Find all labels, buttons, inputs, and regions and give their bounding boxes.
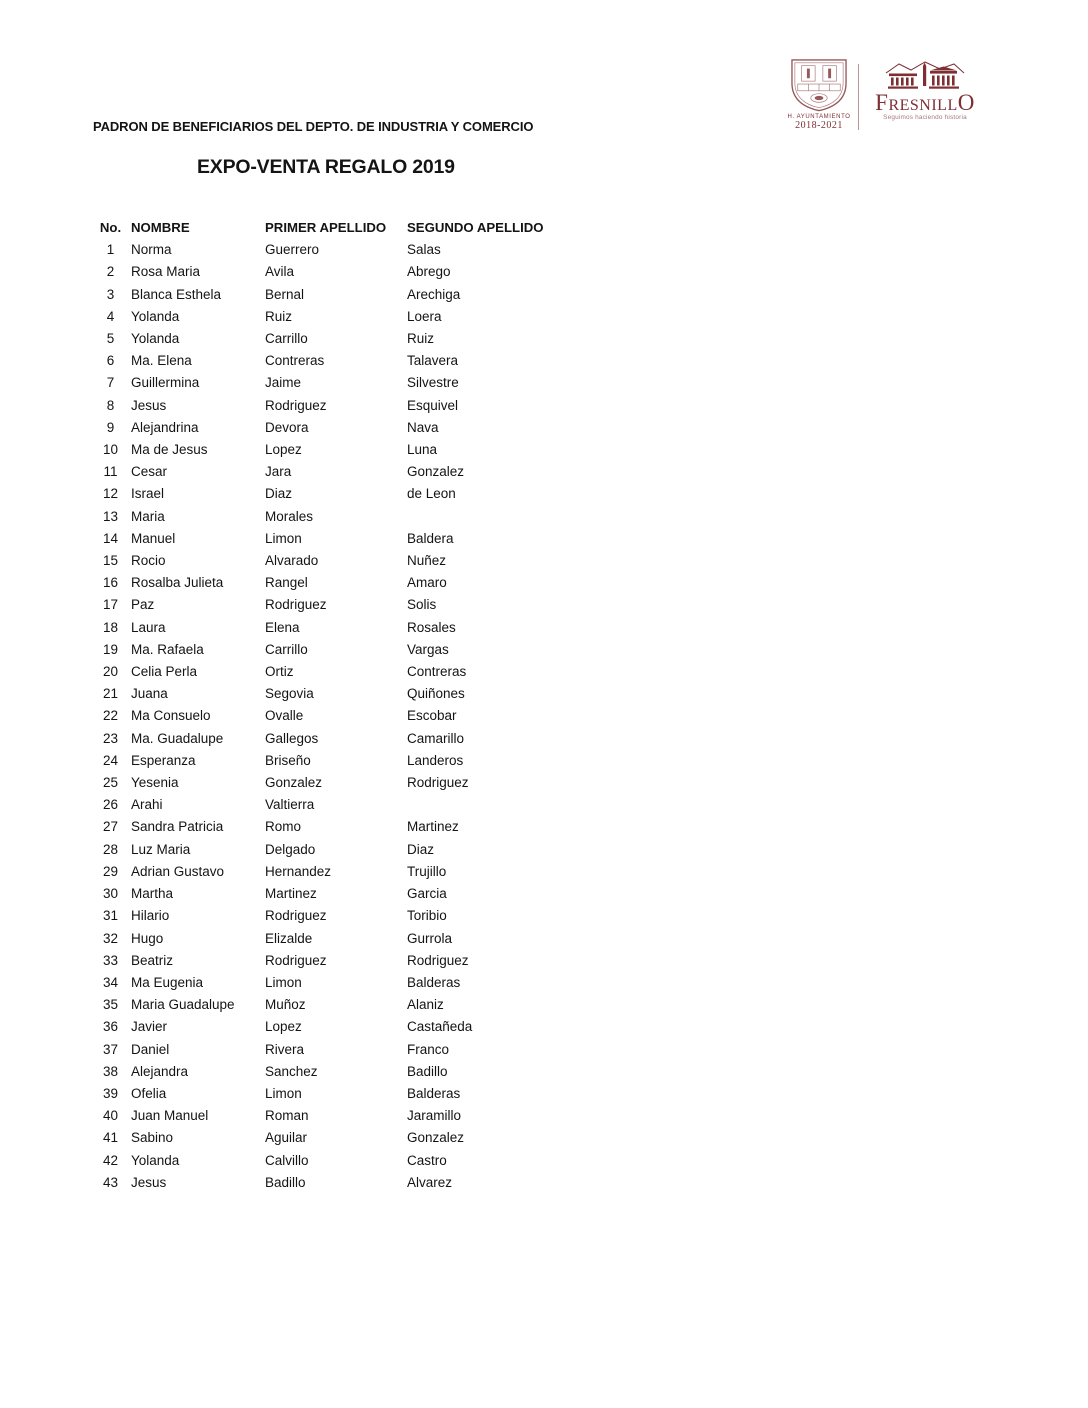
- row-number-cell: 17: [102, 597, 119, 613]
- row-number-cell: 20: [102, 664, 119, 680]
- segundo-apellido-cell: Diaz: [407, 841, 435, 857]
- table-row: [90, 861, 577, 883]
- segundo-apellido-cell: Talavera: [407, 353, 459, 369]
- row-number-cell: 5: [106, 331, 115, 347]
- row-number-cell: 23: [102, 730, 119, 746]
- table-row: [90, 483, 577, 505]
- column-header-nombre: NOMBRE: [131, 220, 190, 235]
- row-number-cell: 26: [102, 797, 119, 813]
- primer-apellido-cell: Calvillo: [265, 1152, 309, 1168]
- ayuntamiento-crest-icon: [788, 57, 850, 113]
- row-number-cell: 39: [102, 1085, 119, 1101]
- segundo-apellido-cell: Balderas: [407, 1085, 461, 1101]
- nombre-cell: Jesus: [131, 397, 167, 413]
- row-number-cell: 2: [106, 264, 115, 280]
- primer-apellido-cell: Bernal: [265, 286, 305, 302]
- table-row: [90, 972, 577, 994]
- table-row: [90, 928, 577, 950]
- primer-apellido-cell: Morales: [265, 508, 314, 524]
- primer-apellido-cell: Diaz: [265, 486, 293, 502]
- row-number-cell: 43: [102, 1174, 119, 1190]
- primer-apellido-cell: Limon: [265, 530, 302, 546]
- segundo-apellido-cell: Gonzalez: [407, 464, 465, 480]
- row-number-cell: 42: [102, 1152, 119, 1168]
- table-row: [90, 284, 577, 306]
- primer-apellido-cell: Elena: [265, 619, 300, 635]
- table-row: [90, 461, 577, 483]
- nombre-cell: Yolanda: [131, 1152, 180, 1168]
- primer-apellido-cell: Sanchez: [265, 1063, 318, 1079]
- fresnillo-tagline: Seguimos haciendo historia: [883, 114, 967, 121]
- segundo-apellido-cell: [407, 506, 577, 528]
- nombre-cell: Celia Perla: [131, 664, 198, 680]
- primer-apellido-cell: Badillo: [265, 1174, 306, 1190]
- table-row: [90, 439, 577, 461]
- segundo-apellido-cell: Balderas: [407, 974, 461, 990]
- table-row: [90, 328, 577, 350]
- segundo-apellido-cell: Alvarez: [407, 1174, 453, 1190]
- event-title: EXPO-VENTA REGALO 2019: [197, 156, 455, 178]
- segundo-apellido-cell: Garcia: [407, 886, 447, 902]
- row-number-cell: 29: [102, 863, 119, 879]
- row-number-cell: 16: [102, 575, 119, 591]
- row-number-cell: 10: [102, 442, 119, 458]
- table-row: [90, 594, 577, 616]
- nombre-cell: Rosalba Julieta: [131, 575, 224, 591]
- table-row: [90, 883, 577, 905]
- nombre-cell: Luz Maria: [131, 841, 191, 857]
- row-number-cell: 14: [102, 530, 119, 546]
- primer-apellido-cell: Guerrero: [265, 242, 320, 258]
- table-row: [90, 750, 577, 772]
- beneficiaries-table: [90, 217, 577, 1194]
- table-body: [90, 239, 577, 1194]
- table-row: [90, 639, 577, 661]
- row-number-cell: 22: [102, 708, 119, 724]
- segundo-apellido-cell: Castro: [407, 1152, 447, 1168]
- nombre-cell: Arahi: [131, 797, 163, 813]
- table-row: [90, 1016, 577, 1038]
- primer-apellido-cell: Romo: [265, 819, 302, 835]
- segundo-apellido-cell: Gurrola: [407, 930, 453, 946]
- row-number-cell: 9: [106, 419, 115, 435]
- nombre-cell: Ma. Elena: [131, 353, 192, 369]
- primer-apellido-cell: Lopez: [265, 442, 302, 458]
- table-row: [90, 994, 577, 1016]
- segundo-apellido-cell: Nuñez: [407, 553, 447, 569]
- nombre-cell: Rocio: [131, 553, 166, 569]
- nombre-cell: Ma Eugenia: [131, 974, 204, 990]
- table-row: [90, 239, 577, 261]
- segundo-apellido-cell: Escobar: [407, 708, 457, 724]
- row-number-cell: 24: [102, 752, 119, 768]
- nombre-cell: Yesenia: [131, 775, 179, 791]
- table-row: [90, 1150, 577, 1172]
- row-number-cell: 12: [102, 486, 119, 502]
- table-row: [90, 728, 577, 750]
- nombre-cell: Juan Manuel: [131, 1108, 209, 1124]
- segundo-apellido-cell: Franco: [407, 1041, 450, 1057]
- table-row: [90, 1105, 577, 1127]
- primer-apellido-cell: Aguilar: [265, 1130, 308, 1146]
- crest-caption-line1: H. AYUNTAMIENTO: [787, 114, 851, 120]
- primer-apellido-cell: Briseño: [265, 752, 311, 768]
- nombre-cell: Blanca Esthela: [131, 286, 222, 302]
- primer-apellido-cell: Avila: [265, 264, 295, 280]
- primer-apellido-cell: Rodriguez: [265, 908, 327, 924]
- segundo-apellido-cell: Solis: [407, 597, 437, 613]
- primer-apellido-cell: Gallegos: [265, 730, 319, 746]
- row-number-cell: 34: [102, 974, 119, 990]
- nombre-cell: Juana: [131, 686, 168, 702]
- nombre-cell: Hilario: [131, 908, 170, 924]
- primer-apellido-cell: Martinez: [265, 886, 317, 902]
- segundo-apellido-cell: Silvestre: [407, 375, 459, 391]
- table-row: [90, 350, 577, 372]
- segundo-apellido-cell: Gonzalez: [407, 1130, 465, 1146]
- primer-apellido-cell: Jaime: [265, 375, 302, 391]
- nombre-cell: Martha: [131, 886, 174, 902]
- logo-divider: [858, 64, 859, 130]
- primer-apellido-cell: Ruiz: [265, 308, 293, 324]
- segundo-apellido-cell: Badillo: [407, 1063, 448, 1079]
- table-row: [90, 816, 577, 838]
- nombre-cell: Sandra Patricia: [131, 819, 224, 835]
- primer-apellido-cell: Alvarado: [265, 553, 319, 569]
- segundo-apellido-cell: Quiñones: [407, 686, 465, 702]
- fresnillo-building-icon: [884, 60, 966, 92]
- segundo-apellido-cell: Camarillo: [407, 730, 465, 746]
- segundo-apellido-cell: Arechiga: [407, 286, 461, 302]
- primer-apellido-cell: Rodriguez: [265, 597, 327, 613]
- row-number-cell: 37: [102, 1041, 119, 1057]
- primer-apellido-cell: Limon: [265, 1085, 302, 1101]
- nombre-cell: Alejandra: [131, 1063, 189, 1079]
- segundo-apellido-cell: Vargas: [407, 641, 449, 657]
- segundo-apellido-cell: Landeros: [407, 752, 464, 768]
- primer-apellido-cell: Devora: [265, 419, 309, 435]
- segundo-apellido-cell: Alaniz: [407, 997, 444, 1013]
- table-row: [90, 572, 577, 594]
- nombre-cell: Daniel: [131, 1041, 170, 1057]
- row-number-cell: 25: [102, 775, 119, 791]
- table-row: [90, 950, 577, 972]
- table-row: [90, 661, 577, 683]
- nombre-cell: Jesus: [131, 1174, 167, 1190]
- primer-apellido-cell: Rivera: [265, 1041, 305, 1057]
- primer-apellido-cell: Elizalde: [265, 930, 313, 946]
- table-row: [90, 372, 577, 394]
- row-number-cell: 36: [102, 1019, 119, 1035]
- segundo-apellido-cell: Baldera: [407, 530, 454, 546]
- column-header-no: No.: [99, 220, 122, 235]
- table-row: [90, 772, 577, 794]
- primer-apellido-cell: Rangel: [265, 575, 308, 591]
- table-row: [90, 528, 577, 550]
- primer-apellido-cell: Rodriguez: [265, 952, 327, 968]
- table-row: [90, 617, 577, 639]
- primer-apellido-cell: Lopez: [265, 1019, 302, 1035]
- row-number-cell: 35: [102, 997, 119, 1013]
- table-row: [90, 306, 577, 328]
- row-number-cell: 8: [106, 397, 115, 413]
- table-row: [90, 1039, 577, 1061]
- nombre-cell: Javier: [131, 1019, 168, 1035]
- table-row: [90, 839, 577, 861]
- row-number-cell: 30: [102, 886, 119, 902]
- row-number-cell: 27: [102, 819, 119, 835]
- primer-apellido-cell: Delgado: [265, 841, 316, 857]
- nombre-cell: Esperanza: [131, 752, 196, 768]
- primer-apellido-cell: Valtierra: [265, 797, 315, 813]
- primer-apellido-cell: Jara: [265, 464, 292, 480]
- table-row: [90, 905, 577, 927]
- table-row: [90, 395, 577, 417]
- table-row: [90, 683, 577, 705]
- table-row: [90, 1127, 577, 1149]
- primer-apellido-cell: Carrillo: [265, 641, 308, 657]
- primer-apellido-cell: Rodriguez: [265, 397, 327, 413]
- nombre-cell: Laura: [131, 619, 166, 635]
- segundo-apellido-cell: Abrego: [407, 264, 451, 280]
- column-header-segundo-apellido: SEGUNDO APELLIDO: [407, 220, 544, 235]
- nombre-cell: Alejandrina: [131, 419, 199, 435]
- row-number-cell: 11: [103, 464, 118, 480]
- page-title: PADRON DE BENEFICIARIOS DEL DEPTO. DE INDUSTRIA Y COMERCIO: [93, 119, 534, 134]
- segundo-apellido-cell: de Leon: [407, 486, 456, 502]
- segundo-apellido-cell: Amaro: [407, 575, 447, 591]
- row-number-cell: 28: [102, 841, 119, 857]
- table-row: [90, 550, 577, 572]
- nombre-cell: Yolanda: [131, 308, 180, 324]
- row-number-cell: 1: [106, 242, 115, 258]
- primer-apellido-cell: Muñoz: [265, 997, 306, 1013]
- segundo-apellido-cell: Loera: [407, 308, 442, 324]
- segundo-apellido-cell: Salas: [407, 242, 441, 258]
- row-number-cell: 6: [106, 353, 115, 369]
- segundo-apellido-cell: Esquivel: [407, 397, 459, 413]
- row-number-cell: 19: [102, 641, 119, 657]
- primer-apellido-cell: Segovia: [265, 686, 314, 702]
- segundo-apellido-cell: Contreras: [407, 664, 467, 680]
- table-row: [90, 261, 577, 283]
- crest-caption-line2: 2018-2021: [795, 120, 843, 131]
- nombre-cell: Maria: [131, 508, 165, 524]
- row-number-cell: 38: [102, 1063, 119, 1079]
- row-number-cell: 31: [102, 908, 119, 924]
- nombre-cell: Ofelia: [131, 1085, 167, 1101]
- nombre-cell: Hugo: [131, 930, 164, 946]
- segundo-apellido-cell: Ruiz: [407, 331, 435, 347]
- segundo-apellido-cell: Nava: [407, 419, 439, 435]
- nombre-cell: Sabino: [131, 1130, 174, 1146]
- table-header-row: [90, 217, 577, 239]
- primer-apellido-cell: Contreras: [265, 353, 325, 369]
- nombre-cell: Guillermina: [131, 375, 200, 391]
- primer-apellido-cell: Hernandez: [265, 863, 332, 879]
- table-row: [90, 794, 577, 816]
- nombre-cell: Ma Consuelo: [131, 708, 211, 724]
- row-number-cell: 3: [106, 286, 115, 302]
- segundo-apellido-cell: Trujillo: [407, 863, 447, 879]
- nombre-cell: Beatriz: [131, 952, 174, 968]
- nombre-cell: Paz: [131, 597, 155, 613]
- table-row: [90, 1061, 577, 1083]
- segundo-apellido-cell: Luna: [407, 442, 438, 458]
- column-header-primer-apellido: PRIMER APELLIDO: [265, 220, 387, 235]
- nombre-cell: Ma. Guadalupe: [131, 730, 224, 746]
- nombre-cell: Maria Guadalupe: [131, 997, 235, 1013]
- row-number-cell: 18: [102, 619, 119, 635]
- row-number-cell: 33: [102, 952, 119, 968]
- nombre-cell: Yolanda: [131, 331, 180, 347]
- fresnillo-logo: [866, 60, 984, 121]
- fresnillo-wordmark: FresnillO: [875, 90, 975, 115]
- row-number-cell: 7: [106, 375, 115, 391]
- nombre-cell: Ma de Jesus: [131, 442, 208, 458]
- segundo-apellido-cell: Toribio: [407, 908, 447, 924]
- row-number-cell: 21: [102, 686, 119, 702]
- segundo-apellido-cell: Castañeda: [407, 1019, 473, 1035]
- table-row: [90, 506, 577, 528]
- ayuntamiento-crest: [784, 57, 854, 131]
- nombre-cell: Cesar: [131, 464, 168, 480]
- nombre-cell: Norma: [131, 242, 172, 258]
- row-number-cell: 40: [102, 1108, 119, 1124]
- segundo-apellido-cell: Martinez: [407, 819, 459, 835]
- table-row: [90, 1172, 577, 1194]
- nombre-cell: Adrian Gustavo: [131, 863, 225, 879]
- row-number-cell: 41: [102, 1130, 119, 1146]
- primer-apellido-cell: Ortiz: [265, 664, 294, 680]
- segundo-apellido-cell: Jaramillo: [407, 1108, 462, 1124]
- primer-apellido-cell: Roman: [265, 1108, 309, 1124]
- primer-apellido-cell: Limon: [265, 974, 302, 990]
- segundo-apellido-cell: Rosales: [407, 619, 456, 635]
- primer-apellido-cell: Ovalle: [265, 708, 304, 724]
- table-row: [90, 417, 577, 439]
- segundo-apellido-cell: [407, 794, 577, 816]
- primer-apellido-cell: Gonzalez: [265, 775, 323, 791]
- row-number-cell: 4: [106, 308, 115, 324]
- nombre-cell: Rosa Maria: [131, 264, 201, 280]
- nombre-cell: Israel: [131, 486, 165, 502]
- row-number-cell: 13: [102, 508, 119, 524]
- segundo-apellido-cell: Rodriguez: [407, 952, 469, 968]
- nombre-cell: Ma. Rafaela: [131, 641, 204, 657]
- table-row: [90, 705, 577, 727]
- row-number-cell: 32: [102, 930, 119, 946]
- primer-apellido-cell: Carrillo: [265, 331, 308, 347]
- segundo-apellido-cell: Rodriguez: [407, 775, 469, 791]
- table-row: [90, 1083, 577, 1105]
- nombre-cell: Manuel: [131, 530, 176, 546]
- row-number-cell: 15: [102, 553, 119, 569]
